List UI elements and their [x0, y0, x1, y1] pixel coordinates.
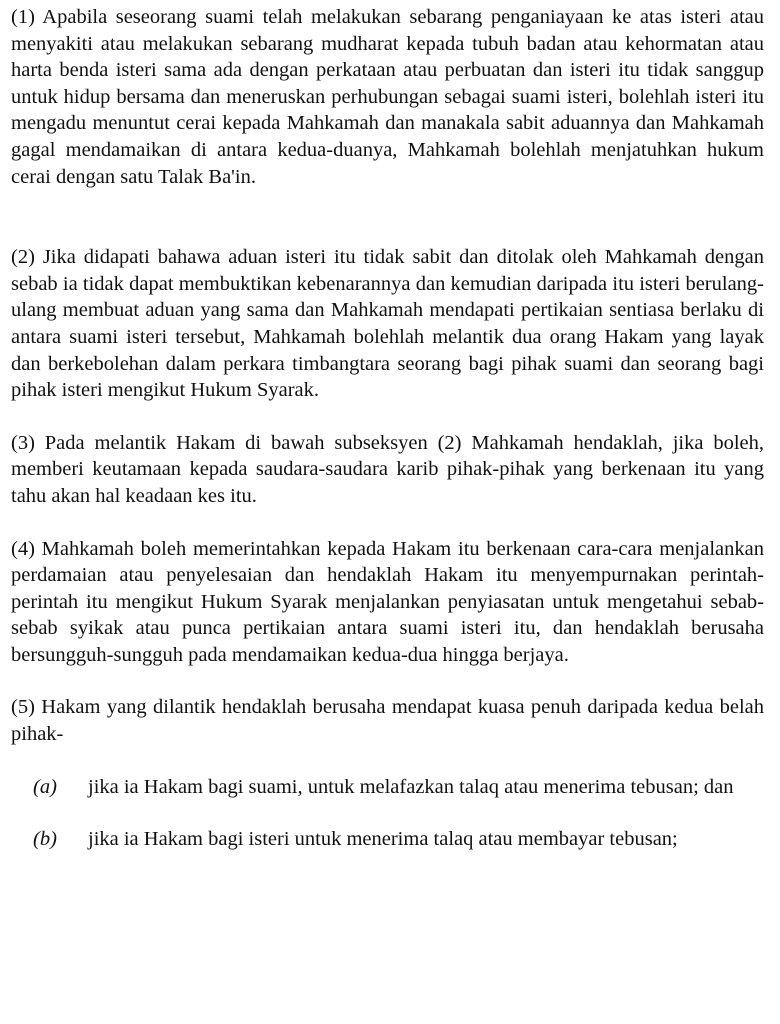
paragraph-4: (4) Mahkamah boleh memerintahkan kepada Hakam itu berkenaan cara-cara menjalankan perdamaian atau penyelesaian dan hendaklah Hakam itu menyempurnakan perintah-perintah itu mengikut Hukum Syarak menjalankan penyiasatan untuk mengetahui sebab-sebab syikak atau punca pertikaian antara suami isteri itu, dan hendaklah berusaha bersungguh-sungguh pada mendamaikan kedua-dua hingga berjaya.	[11, 537, 764, 666]
subitem-b	[11, 826, 764, 853]
paragraph-2: (2) Jika didapati bahawa aduan isteri itu tidak sabit dan ditolak oleh Mahkamah dengan sebab ia tidak dapat membuktikan kebenarannya dan kemudian daripada itu isteri berulang-ulang membuat aduan yang sama dan Mahkamah mendapati pertikaian sentiasa berlaku di antara suami isteri tersebut, Mahkamah bolehlah melantik dua orang Hakam yang layak dan berkebolehan dalam perkara timbangtara seorang bagi pihak suami dan seorang bagi pihak isteri mengikut Hukum Syarak.	[11, 246, 764, 402]
document-body	[11, 4, 764, 879]
paragraph-5: (5) Hakam yang dilantik hendaklah berusaha mendapat kuasa penuh daripada kedua belah pihak-	[11, 696, 764, 746]
subitem-b-label: (b)	[33, 828, 57, 851]
subitem-a	[11, 774, 764, 801]
subitem-b-text: jika ia Hakam bagi isteri untuk menerima talaq atau membayar tebusan;	[88, 828, 678, 851]
paragraph-1: (1) Apabila seseorang suami telah melakukan sebarang penganiayaan ke atas isteri atau menyakiti atau melakukan sebarang mudharat kepada tubuh badan atau kehormatan atau harta benda isteri sama ada dengan perkataan atau perbuatan dan isteri itu tidak sanggup untuk hidup bersama dan meneruskan perhubungan sebagai suami isteri, bolehlah isteri itu mengadu menuntut cerai kepada Mahkamah dan manakala sabit aduannya dan Mahkamah gagal mendamaikan di antara kedua-duanya, Mahkamah bolehlah menjatuhkan hukum cerai dengan satu Talak Ba'in.	[11, 6, 764, 188]
paragraph-3: (3) Pada melantik Hakam di bawah subseksyen (2) Mahkamah hendaklah, jika boleh, memberi keutamaan kepada saudara-saudara karib pihak-pihak yang berkenaan itu yang tahu akan hal keadaan kes itu.	[11, 431, 764, 507]
subitem-a-text: jika ia Hakam bagi suami, untuk melafazkan talaq atau menerima tebusan; dan	[88, 775, 734, 798]
subitem-a-label: (a)	[33, 775, 57, 798]
